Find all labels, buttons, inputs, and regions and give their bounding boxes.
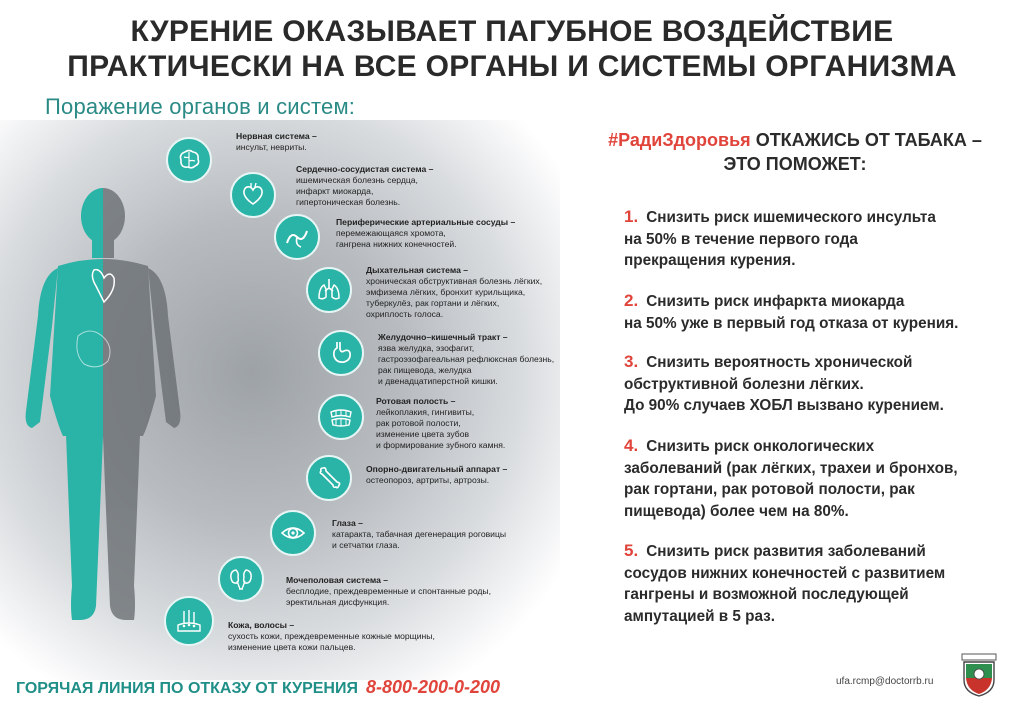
organ-title: Нервная система – — [236, 131, 317, 141]
lungs-icon — [306, 267, 352, 313]
tip-line: Снизить риск ишемического инсульта — [646, 209, 936, 226]
organ-detail: инфаркт миокарда, — [296, 186, 374, 196]
organ-detail: язва желудка, эзофагит, — [378, 343, 475, 353]
slogan — [580, 128, 1010, 176]
organ-title: Сердечно-сосудистая система – — [296, 164, 434, 174]
tip-line: на 50% в течение первого года — [624, 230, 858, 248]
eye-icon — [270, 510, 316, 556]
organ-title: Глаза – — [332, 518, 363, 528]
tip-item-3 — [624, 351, 1004, 417]
organ-title: Дыхательная система – — [366, 265, 469, 275]
organ-title: Кожа, волосы – — [228, 620, 295, 630]
stomach-icon — [318, 330, 364, 376]
hashtag[interactable]: #РадиЗдоровья — [608, 130, 751, 150]
organ-detail: инсульт, невриты. — [236, 142, 307, 152]
tip-line: ампутацией в 5 раз. — [624, 607, 776, 625]
organ-detail: катаракта, табачная дегенерация роговицы — [332, 529, 507, 539]
tip-line: обструктивной болезни лёгких. — [624, 375, 864, 393]
slogan-line-1-rest: ОТКАЖИСЬ ОТ ТАБАКА – — [750, 130, 982, 150]
tip-line: Снизить риск онкологических — [646, 438, 875, 455]
body-silhouette — [18, 186, 188, 626]
tip-item-1 — [624, 206, 1004, 272]
tip-line: рак гортани, рак ротовой полости, рак — [624, 481, 915, 498]
contact-email-link[interactable]: ufa.rcmp@doctorrb.ru — [836, 676, 934, 687]
page-title — [0, 14, 1024, 84]
tip-item-2 — [624, 290, 1004, 334]
tip-line: заболеваний (рак лёгких, трахеи и бронхов, — [624, 459, 958, 477]
organ-title: Ротовая полость – — [376, 396, 456, 406]
tip-line: сосудов нижних конечностей с развитием — [624, 564, 946, 582]
organ-text-cardio — [296, 164, 536, 208]
organ-detail: гипертоническая болезнь. — [296, 197, 401, 207]
org-emblem-icon — [958, 652, 1000, 698]
tip-item-5 — [624, 540, 1004, 627]
brain-icon — [166, 137, 212, 183]
organ-text-respiratory — [366, 265, 606, 320]
organ-detail: лейкоплакия, гингивиты, — [376, 407, 475, 417]
tip-line: Снизить риск развития заболеваний — [646, 543, 926, 560]
hotline-phone-link[interactable]: 8-800-200-0-200 — [365, 677, 501, 697]
organ-text-urogenital — [286, 575, 526, 608]
organ-detail: эректильная дисфункция. — [286, 597, 390, 607]
organ-detail: бесплодие, преждевременные и спонтанные роды, — [286, 586, 491, 596]
organ-title: Опорно-двигательный аппарат – — [366, 464, 508, 474]
vessel-icon — [274, 214, 320, 260]
tip-number: 3. — [624, 352, 639, 371]
slogan-line-2: ЭТО ПОМОЖЕТ: — [723, 154, 867, 174]
bone-icon — [306, 455, 352, 501]
tip-line: пищевода) более чем на 80%. — [624, 502, 849, 520]
tip-line: прекращения курения. — [624, 252, 796, 269]
organ-detail: остеопороз, артриты, артрозы. — [366, 475, 490, 485]
slogan-line-1 — [580, 128, 1010, 152]
organ-detail: эмфизема лёгких, бронхит курильщика, — [366, 287, 526, 297]
organ-title: Периферические артериальные сосуды – — [336, 217, 516, 227]
heart-icon — [230, 172, 276, 218]
tip-number: 5. — [624, 541, 639, 560]
organ-detail: изменение цвета кожи пальцев. — [228, 642, 356, 652]
organ-detail: и двенадцатиперстной кишки. — [378, 376, 498, 386]
organ-detail: хроническая обструктивная болезнь лёгких, — [366, 276, 543, 286]
title-line-1: КУРЕНИЕ ОКАЗЫВАЕТ ПАГУБНОЕ ВОЗДЕЙСТВИЕ — [130, 15, 894, 48]
tip-number: 1. — [624, 207, 639, 226]
tip-line: Снизить вероятность хронической — [646, 354, 913, 371]
title-line-2: ПРАКТИЧЕСКИ НА ВСЕ ОРГАНЫ И СИСТЕМЫ ОРГАНИЗМА — [67, 50, 957, 83]
teeth-icon — [318, 394, 364, 440]
section-subtitle: Поражение органов и систем: — [45, 94, 356, 119]
organ-detail: ишемическая болезнь сердца, — [296, 175, 418, 185]
tip-line: на 50% уже в первый год отказа от курения. — [624, 314, 959, 332]
organ-detail: изменение цвета зубов — [376, 429, 470, 439]
organ-text-nervous — [236, 131, 476, 153]
organ-text-musculoskeletal — [366, 464, 606, 486]
tip-line: гангрены и возможной последующей — [624, 586, 909, 603]
kidney-icon — [218, 556, 264, 602]
organ-detail: гангрена нижних конечностей. — [336, 239, 457, 249]
organ-title: Мочеполовая система – — [286, 575, 389, 585]
organ-text-oral — [376, 396, 616, 451]
organ-title: Желудочно–кишечный тракт – — [378, 332, 508, 342]
organ-text-skin — [228, 620, 468, 653]
organ-detail: туберкулёз, рак гортани и лёгких, — [366, 298, 500, 308]
organ-detail: охриплость голоса. — [366, 309, 444, 319]
organ-detail: и сетчатки глаза. — [332, 540, 400, 550]
organ-detail: рак пищевода, желудка — [378, 365, 472, 375]
tip-number: 2. — [624, 291, 639, 310]
organ-detail: гастроэзофагеальная рефлюксная болезнь, — [378, 354, 555, 364]
tip-line: До 90% случаев ХОБЛ вызвано курением. — [624, 397, 944, 414]
organ-text-digestive — [378, 332, 618, 387]
organ-text-eyes — [332, 518, 572, 551]
organ-detail: перемежающаяся хромота, — [336, 228, 446, 238]
skin-icon — [164, 596, 214, 646]
tip-line: Снизить риск инфаркта миокарда — [646, 293, 905, 310]
organ-detail: и формирование зубного камня. — [376, 440, 506, 450]
hotline — [16, 677, 500, 698]
organ-text-vessels — [336, 217, 576, 250]
tip-number: 4. — [624, 436, 639, 455]
hotline-label: ГОРЯЧАЯ ЛИНИЯ ПО ОТКАЗУ ОТ КУРЕНИЯ — [16, 680, 358, 697]
organ-detail: сухость кожи, преждевременные кожные морщины, — [228, 631, 435, 641]
tip-item-4 — [624, 435, 1004, 522]
organ-detail: рак ротовой полости, — [376, 418, 461, 428]
